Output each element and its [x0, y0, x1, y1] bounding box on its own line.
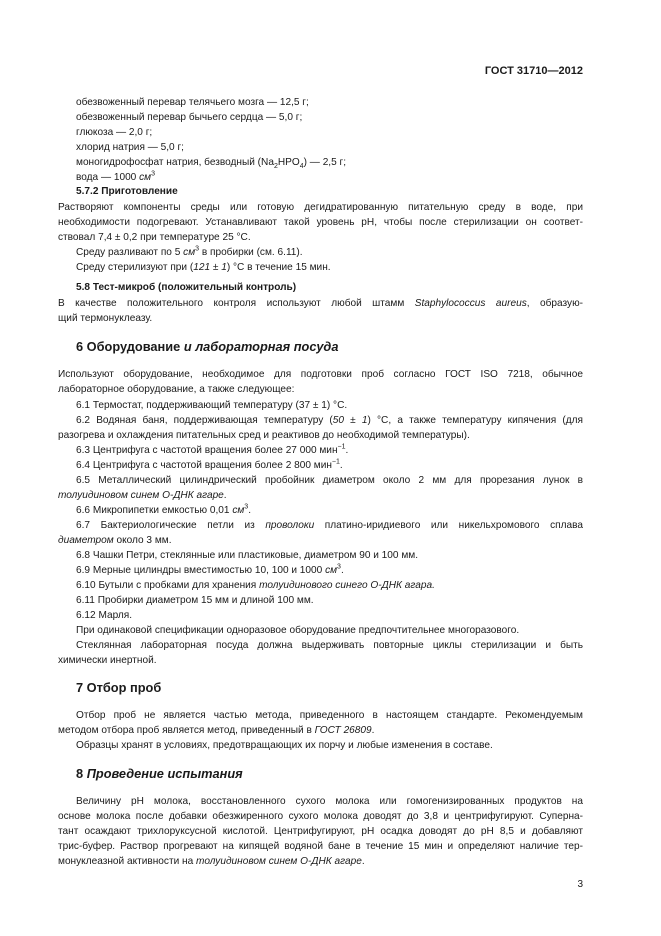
text: 8 — [76, 766, 87, 781]
paragraph-line: При одинаковой спецификации одноразовое оборудование предпочтительнее многоразового. — [76, 625, 520, 636]
composition-line — [76, 172, 155, 184]
text: Проведение испытания — [86, 766, 243, 781]
medium-name: толуидиновом синем О-ДНК агаре — [58, 490, 224, 501]
unit: см — [139, 172, 152, 183]
text: 6.9 Мерные цилиндры вместимостью 10, 100 и 1000 — [76, 565, 326, 576]
composition-line — [76, 142, 184, 154]
paragraph-line: Растворяют компоненты среды или готовую дегидратированную питательную среду в воде, при — [58, 202, 583, 213]
text: Стеклянная лабораторная посуда должна выдерживать повторные циклы стерилизации и быть — [76, 640, 583, 651]
text: глюкоза — 2,0 г; — [76, 127, 153, 138]
text: 6.6 Микропипетки емкостью 0,01 — [76, 505, 233, 516]
text: хлорид натрия — 5,0 г; — [76, 142, 184, 153]
text: 6.3 Центрифуга с частотой вращения более 27 000 мин — [76, 445, 338, 456]
paragraph-line — [58, 856, 365, 868]
text: 6.5 Металлический цилиндрический пробойник диаметром около 2 мм для прорезания лунок в — [76, 475, 583, 486]
superscript: 3 — [337, 563, 341, 571]
text: . — [361, 856, 365, 867]
text: и лабораторная посуда — [183, 339, 339, 354]
paragraph-line: Образцы хранят в условиях, предотвращающих их порчу и любые изменения в составе. — [76, 740, 493, 751]
text: методом отбора проб является метод, приведенный в — [58, 725, 315, 736]
equipment-item: 6.8 Чашки Петри, стеклянные или пластиковые, диаметром 90 и 100 мм. — [76, 550, 419, 561]
text: монуклеазной активности на — [58, 856, 197, 867]
italic-value: 50 ± 1 — [332, 415, 368, 426]
paragraph-line — [76, 262, 331, 274]
paragraph-line — [58, 796, 583, 808]
paragraph-line: необходимости подогревают. Устанавливают такой уровень pH, чтобы после стерилизации он соответ- — [58, 217, 583, 228]
species-name: Staphylococcus aureus — [414, 298, 527, 309]
composition-line — [76, 157, 346, 169]
text: Среду разливают по 5 — [76, 247, 184, 258]
text: Отбор проб не является частью метода, приведенного в настоящем стандарте. Рекомендуемым — [76, 710, 583, 721]
superscript: 3 — [151, 170, 155, 178]
equipment-item — [76, 445, 348, 457]
text: около 3 мм. — [113, 535, 172, 546]
italic-word: проволоки — [265, 520, 315, 531]
text: моногидрофосфат натрия, безводный (Na — [76, 157, 274, 168]
text: 6.2 Водяная баня, поддерживающая температуру ( — [76, 415, 333, 426]
paragraph-line: тант осаждают трихлоруксусной кислотой. Центрифугируют, pH осадка доводят до pH 8,5 и добавляют — [58, 826, 583, 837]
text: , образую- — [526, 298, 583, 309]
text: в пробирки (см. 6.11). — [199, 247, 303, 258]
equipment-item: 6.11 Пробирки диаметром 15 мм и длиной 100 мм. — [76, 595, 314, 606]
paragraph-line — [58, 725, 374, 737]
text: 6.4 Центрифуга с частотой вращения более 2 800 мин — [76, 460, 332, 471]
superscript: 3 — [244, 503, 249, 511]
composition-line — [76, 127, 152, 139]
text: платино-иридиевого или никельхромового сплава — [314, 520, 583, 531]
text: . — [345, 445, 349, 456]
section-title — [76, 766, 243, 781]
paragraph-line — [58, 640, 583, 652]
composition-line — [76, 97, 309, 109]
equipment-item — [76, 460, 343, 472]
italic-word: диаметром — [58, 535, 114, 546]
medium-name: толуидиновом синем О-ДНК агаре — [196, 856, 362, 867]
text: HPO — [277, 157, 300, 168]
paragraph-line: ствовал 7,4 ± 0,2 при температуре 25 °С. — [58, 232, 251, 243]
text: Величину pH молока, восстановленного сухого молока или гомогенизированных продуктов на — [76, 796, 583, 807]
superscript: −1 — [331, 458, 340, 466]
paragraph-line — [58, 710, 583, 722]
superscript: −1 — [337, 443, 346, 451]
equipment-item: 6.12 Марля. — [76, 610, 133, 621]
italic-value: 121 ± 1 — [193, 262, 227, 273]
paragraph-line: Используют оборудование, необходимое для подготовки проб согласно ГОСТ ISO 7218, обычное — [58, 369, 583, 380]
text: обезвоженный перевар бычьего сердца — 5,0 г; — [76, 112, 303, 123]
text: . — [248, 505, 251, 516]
equipment-item — [76, 505, 251, 517]
equipment-item — [76, 580, 435, 592]
text: . — [223, 490, 227, 501]
equipment-item: 6.1 Термостат, поддерживающий температуру (37 ± 1) °С. — [76, 400, 348, 411]
paragraph-line: основе молока после добавки обезжиренного сухого молока доводят до 3,8 и центрифугируют. Суперна- — [58, 811, 583, 822]
text: ) °С в течение 15 мин. — [226, 262, 331, 273]
paragraph-line — [58, 298, 583, 310]
text: 6.7 Бактериологические петли из — [76, 520, 266, 531]
page-number: 3 — [577, 879, 583, 890]
text: 6.10 Бутыли с пробками для хранения — [76, 580, 260, 591]
subscript: 2 — [273, 163, 278, 171]
subsection-title: 5.7.2 Приготовление — [76, 186, 178, 197]
paragraph-line: щий термонуклеазу. — [58, 313, 153, 324]
equipment-item — [58, 520, 583, 532]
text: Среду стерилизуют при ( — [76, 262, 194, 273]
document-code-header: ГОСТ 31710—2012 — [484, 65, 583, 77]
equipment-item — [58, 475, 583, 487]
medium-name: толуидинового синего О-ДНК агара. — [259, 580, 435, 591]
paragraph-line — [76, 247, 303, 259]
subscript: 4 — [299, 163, 304, 171]
text: ) °С, а также температуру кипячения (для — [367, 415, 583, 426]
paragraph-line: трис-буфер. Раствор прогревают на кипящей водяной бане в течение 15 мин и определяют наличие тер- — [58, 841, 583, 852]
superscript: 3 — [195, 245, 200, 253]
paragraph-line — [58, 490, 227, 502]
composition-line — [76, 112, 302, 124]
subsection-title: 5.8 Тест-микроб (положительный контроль) — [76, 282, 297, 293]
equipment-item — [76, 565, 344, 577]
text: обезвоженный перевар телячьего мозга — 12,5 г; — [76, 97, 309, 108]
paragraph-line: химически инертной. — [58, 655, 157, 666]
unit: см — [325, 565, 338, 576]
section-title: 7 Отбор проб — [76, 680, 162, 695]
equipment-item — [58, 415, 583, 427]
paragraph-line: разогрева и охлаждения питательных сред и реактивов до необходимой температуры). — [58, 430, 470, 441]
text: вода — 1000 — [76, 172, 140, 183]
unit: см — [183, 247, 196, 258]
text: В качестве положительного контроля используют любой штамм — [58, 298, 415, 309]
text: 6 Оборудование — [76, 339, 184, 354]
unit: см — [232, 505, 245, 516]
paragraph-line — [58, 535, 172, 547]
text: . — [371, 725, 375, 736]
paragraph-line: лабораторное оборудование, а также следующее: — [58, 384, 295, 395]
text: . — [339, 460, 343, 471]
text: ) — 2,5 г; — [303, 157, 347, 168]
section-title — [76, 339, 338, 354]
standard-reference: ГОСТ 26809 — [314, 725, 372, 736]
text: . — [340, 565, 344, 576]
